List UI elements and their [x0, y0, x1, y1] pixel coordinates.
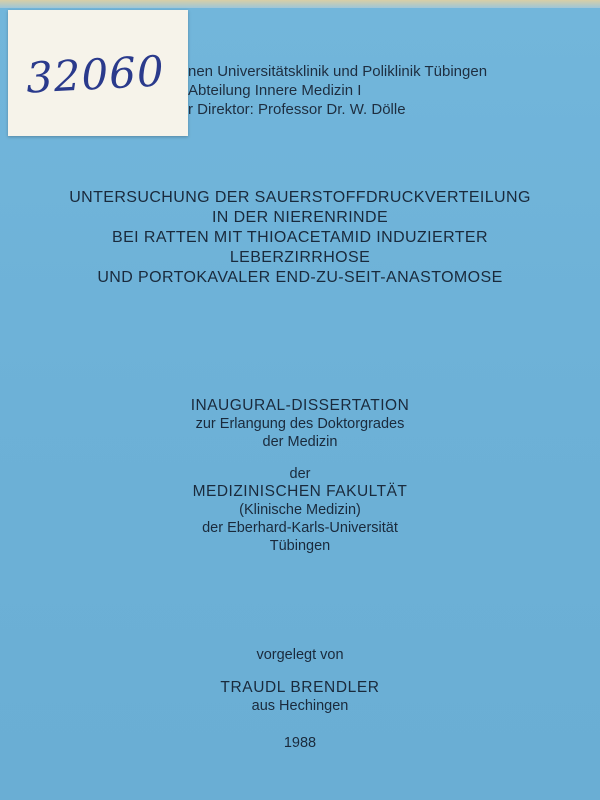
faculty-der: der — [289, 466, 311, 482]
dissertation-line-1: zur Erlangung des Doktorgrades — [195, 416, 405, 432]
faculty-sub: (Klinische Medizin) — [239, 502, 361, 518]
header-line-3: r Direktor: Professor Dr. W. Dölle — [188, 101, 406, 118]
thesis-title — [0, 188, 600, 288]
submitted-label: vorgelegt von — [256, 647, 344, 663]
title-line: UND PORTOKAVALER END-ZU-SEIT-ANASTOMOSE — [97, 269, 503, 286]
title-line: IN DER NIERENRINDE — [211, 209, 389, 226]
author-name: TRAUDL BRENDLER — [220, 679, 380, 696]
title-line: LEBERZIRRHOSE — [229, 249, 371, 266]
catalog-number: 32060 — [24, 46, 166, 103]
title-line: UNTERSUCHUNG DER SAUERSTOFFDRUCKVERTEILUNG — [69, 189, 531, 206]
author-block — [0, 679, 600, 715]
author-origin: aus Hechingen — [251, 698, 349, 714]
university-city: Tübingen — [269, 538, 331, 554]
dissertation-line-2: der Medizin — [262, 434, 338, 450]
publication-year: 1988 — [283, 735, 317, 751]
header-line-2: Abteilung Innere Medizin I — [188, 82, 362, 99]
dissertation-heading: INAUGURAL-DISSERTATION — [190, 397, 410, 414]
institution-header — [188, 62, 588, 119]
university-name: der Eberhard-Karls-Universität — [202, 520, 398, 536]
paper-edge — [0, 0, 600, 8]
faculty-name: MEDIZINISCHEN FAKULTÄT — [192, 483, 408, 500]
dissertation-block — [0, 397, 600, 451]
title-line: BEI RATTEN MIT THIOACETAMID INDUZIERTER — [112, 229, 488, 246]
header-line-1: nen Universitätsklinik und Poliklinik Tübingen — [188, 63, 488, 80]
faculty-block — [0, 465, 600, 555]
catalog-sticker — [8, 10, 188, 136]
